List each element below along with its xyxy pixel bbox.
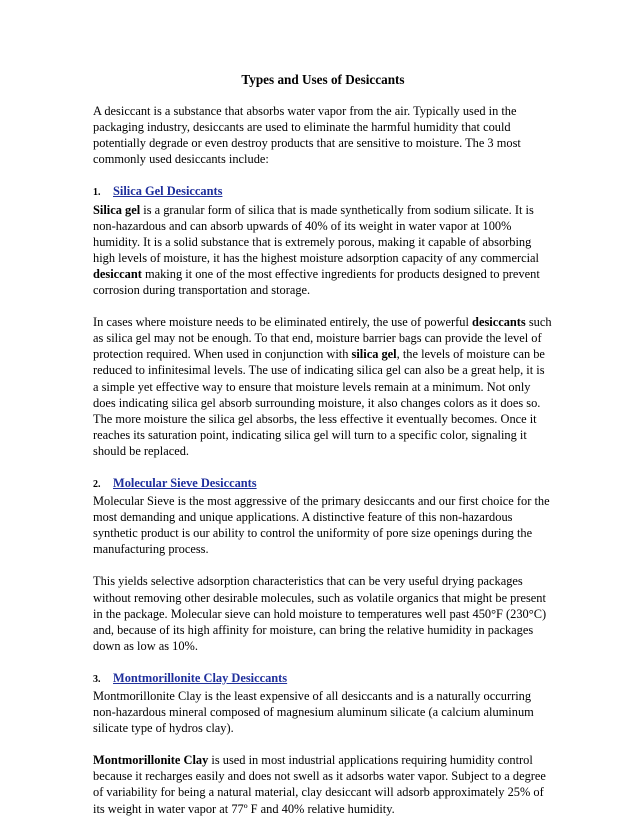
section-2-paragraph-1: Molecular Sieve is the most aggressive of the primary desiccants and our first choice for the most demanding and unique applications. A distinctive feature of this non-hazardous synthetic product is our ability to control the uniformity of pore size openings during the manufacturing process. [93,494,550,557]
molecular-sieve-link[interactable]: Molecular Sieve Desiccants [113,475,257,490]
intro-paragraph: A desiccant is a substance that absorbs water vapor from the air. Typically used in the packaging industry, desiccants are used to eliminate the harmful humidity that could potentially degrade or even destroy products that are sensitive to moisture. The 3 most commonly used desiccants include: [93,104,521,167]
text-run: , the levels of moisture can be reduced to infinitesimal levels. The use of indicating silica gel can also be a great help, it is a simple yet effective way to ensure that moisture levels remain at a minimum. Not only does indicating silica gel absorb surrounding moisture, it also changes colors as it does so. The more moisture the silica gel absorbs, the less effective it eventually becomes. Once it reaches its saturation point, indicating silica gel will turn to a specific color, signaling it should be replaced. [93,347,545,458]
text-run: is used in most industrial applications requiring humidity control because it recharges easily and does not swell as it adsorbs water vapor. Subject to a degree of variability for being a natural material, clay desiccant will adsorb approximately 25% of its weight in water vapor at 77º F and 40% relative humidity. [93,753,546,816]
montmorillonite-clay-link[interactable]: Montmorillonite Clay Desiccants [113,670,288,685]
section-1-paragraph-2 [93,314,553,459]
section-1-heading [93,183,553,201]
text-run: such as silica gel may not be enough. To that end, moisture barrier bags can provide the level of protection required. When used in conjunction with [93,315,552,362]
section-2-number: 2. [93,478,101,490]
section-3-number: 3. [93,673,101,685]
section-2-paragraph-2: This yields selective adsorption characteristics that can be very useful drying packages without removing other desirable molecules, such as volatile organics that might be present in the package. Molecular sieve can hold moisture to temperatures well past 450°F (230°C) and, because of its high affinity for moisture, can bring the relative humidity in packages down as low as 10%. [93,574,547,653]
section-1-paragraph-1 [93,202,553,299]
text-run: In cases where moisture needs to be eliminated entirely, the use of powerful [93,315,473,330]
bold-term: Silica gel [93,202,141,217]
document-page [93,72,553,833]
section-1-number: 1. [93,187,101,199]
section-2-heading [93,475,553,493]
text-run: is a granular form of silica that is made synthetically from sodium silicate. It is non-hazardous and can absorb upwards of 40% of its weight in water vapor at 100% humidity. It is a solid substance that is extremely porous, making it capable of absorbing high levels of moisture, it has the highest moisture adsorption capacity of any commercial [93,202,539,265]
silica-gel-link[interactable]: Silica Gel Desiccants [113,184,223,199]
bold-term: silica gel [351,347,397,362]
text-run: making it one of the most effective ingredients for products designed to prevent corrosion during transportation and storage. [93,266,540,298]
bold-term: desiccant [93,266,142,281]
section-3-paragraph-2 [93,752,553,816]
section-3-paragraph-1: Montmorillonite Clay is the least expensive of all desiccants and is a naturally occurring non-hazardous mineral composed of magnesium aluminum silicate (a calcium aluminum silicate type of hydros clay). [93,689,534,736]
section-3-heading [93,670,553,688]
document-title: Types and Uses of Desiccants [241,72,405,87]
bold-term: Montmorillonite Clay [93,753,209,768]
bold-term: desiccants [472,315,526,330]
